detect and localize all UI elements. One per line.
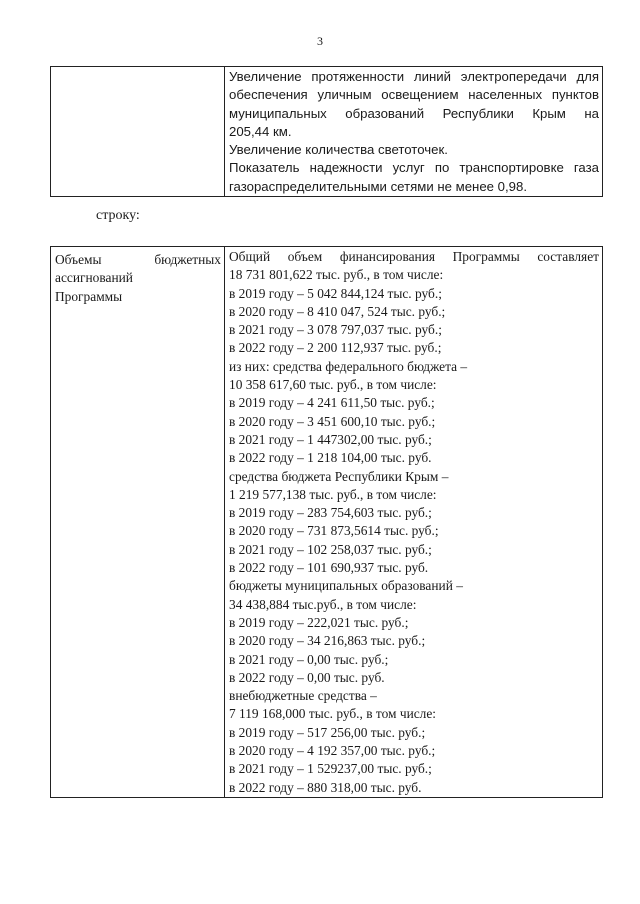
text-line: 205,44 км. — [229, 123, 292, 139]
budget-details — [225, 247, 602, 797]
top-table-text — [225, 67, 602, 196]
budget-table-label-cell — [51, 247, 225, 798]
text-line: Увеличение количества светоточек. — [229, 142, 448, 158]
budget-line: в 2020 году – 34 216,863 тыс. руб.; — [229, 633, 426, 649]
budget-line: в 2021 году – 1 529237,00 тыс. руб.; — [229, 761, 432, 777]
budget-line: в 2022 году – 1 218 104,00 тыс. руб. — [229, 450, 432, 466]
budget-line: в 2022 году – 2 200 112,937 тыс. руб.; — [229, 340, 442, 356]
top-table-right-cell — [225, 67, 603, 197]
budget-line: 7 119 168,000 тыс. руб., в том числе: — [229, 706, 437, 722]
budget-line: Общий объем финансирования Программы составляет — [229, 249, 599, 264]
budget-line: в 2020 году – 8 410 047, 524 тыс. руб.; — [229, 303, 446, 319]
budget-line: в 2020 году – 731 873,5614 тыс. руб.; — [229, 523, 439, 539]
budget-line: из них: средства федерального бюджета – — [229, 358, 468, 374]
budget-line: 1 219 577,138 тыс. руб., в том числе: — [229, 486, 437, 502]
text-line: обеспечения уличным освещением населенных пунктов — [229, 87, 599, 103]
budget-line: в 2022 году – 101 690,937 тыс. руб. — [229, 560, 429, 576]
budget-line: в 2019 году – 4 241 611,50 тыс. руб.; — [229, 395, 435, 411]
budget-line: в 2019 году – 222,021 тыс. руб.; — [229, 614, 409, 630]
label-line: Объемы бюджетных — [55, 252, 221, 267]
budget-line: средства бюджета Республики Крым – — [229, 468, 449, 484]
budget-table-value-cell — [225, 247, 603, 798]
budget-line: в 2022 году – 0,00 тыс. руб. — [229, 669, 385, 685]
budget-line: 18 731 801,622 тыс. руб., в том числе: — [229, 267, 444, 283]
text-line: муниципальных образований Республики Крым на — [229, 105, 599, 121]
label-line: Программы — [55, 288, 123, 304]
text-line: Показатель надежности услуг по транспортировке газа — [229, 160, 599, 176]
budget-line: в 2019 году – 517 256,00 тыс. руб.; — [229, 724, 426, 740]
budget-line: в 2021 году – 102 258,037 тыс. руб.; — [229, 541, 432, 557]
budget-line: в 2019 году – 283 754,603 тыс. руб.; — [229, 505, 432, 521]
budget-line: 34 438,884 тыс.руб., в том числе: — [229, 596, 417, 612]
budget-line: в 2021 году – 3 078 797,037 тыс. руб.; — [229, 322, 442, 338]
budget-line: в 2020 году – 4 192 357,00 тыс. руб.; — [229, 743, 436, 759]
text-line: газораспределительными сетями не менее 0,98. — [229, 178, 527, 194]
label-line: ассигнований — [55, 270, 133, 286]
text-line: Увеличение протяженности линий электропередачи для — [229, 69, 599, 84]
budget-label — [51, 247, 224, 306]
budget-line: в 2020 году – 3 451 600,10 тыс. руб.; — [229, 413, 436, 429]
top-table — [50, 66, 603, 197]
budget-table — [50, 246, 603, 798]
budget-line: в 2021 году – 1 447302,00 тыс. руб.; — [229, 431, 432, 447]
budget-line: в 2021 году – 0,00 тыс. руб.; — [229, 651, 389, 667]
budget-line: бюджеты муниципальных образований – — [229, 578, 463, 594]
top-table-left-cell — [51, 67, 225, 197]
budget-line: 10 358 617,60 тыс. руб., в том числе: — [229, 377, 437, 393]
budget-line: в 2019 году – 5 042 844,124 тыс. руб.; — [229, 285, 442, 301]
page-number: 3 — [317, 34, 323, 48]
budget-line: внебюджетные средства – — [229, 688, 377, 704]
intro-text: строку: — [96, 208, 140, 223]
budget-line: в 2022 году – 880 318,00 тыс. руб. — [229, 779, 422, 795]
